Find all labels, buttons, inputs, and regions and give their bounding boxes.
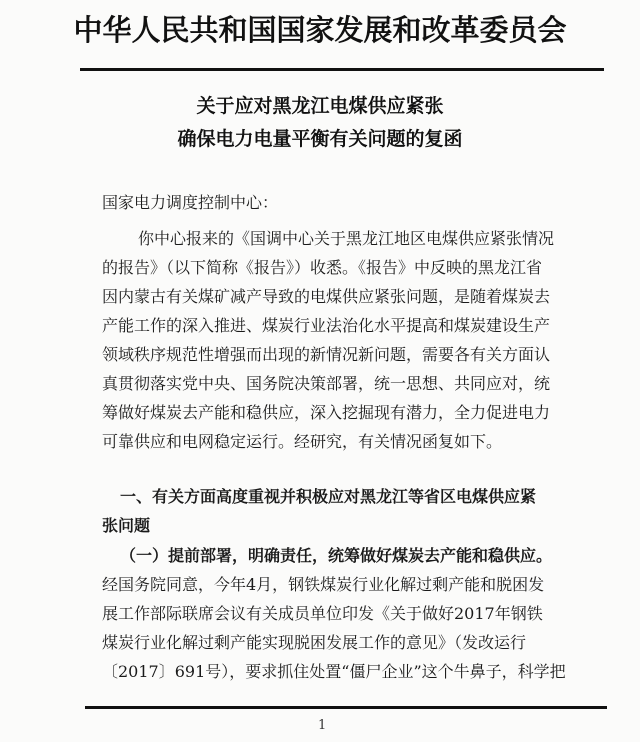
section-1-heading-line: 一、有关方面高度重视并积极应对黑龙江等省区电煤供应紧 [120, 487, 537, 506]
paragraph-1-line: 真贯彻落实党中央、国务院决策部署，统一思想、共同应对，统 [102, 374, 551, 393]
paragraph-2 [102, 541, 566, 686]
document-title-line-2: 确保电力电量平衡有关问题的复函 [177, 128, 463, 150]
page-number: 1 [318, 718, 327, 733]
section-1-heading [102, 482, 560, 540]
paragraph-1 [102, 224, 557, 456]
paragraph-1-line: 因内蒙古有关煤矿减产导致的电煤供应紧张问题，是随着煤炭去 [102, 287, 551, 306]
section-1-heading-line: 张问题 [102, 516, 151, 535]
paragraph-1-line: 产能工作的深入推进、煤炭行业法治化水平提高和煤炭建设生产 [102, 316, 551, 335]
paragraph-1-line: 筹做好煤炭去产能和稳供应，深入挖掘现有潜力，全力促进电力 [102, 403, 551, 422]
paragraph-2-lead: （一）提前部署，明确责任，统筹做好煤炭去产能和稳供应。 [120, 546, 553, 565]
paragraph-1-line: 可靠供应和电网稳定运行。经研究，有关情况函复如下。 [102, 432, 503, 451]
footer-rule [85, 706, 607, 709]
salutation: 国家电力调度控制中心： [102, 193, 279, 212]
paragraph-1-line: 领域秩序规范性增强而出现的新情况新问题，需要各有关方面认 [102, 345, 551, 364]
paragraph-1-line: 的报告》（以下简称《报告》）收悉。《报告》中反映的黑龙江省 [102, 258, 543, 277]
header-rule [80, 68, 604, 71]
paragraph-2-line: 展工作部际联席会议有关成员单位印发《关于做好2017年钢铁 [102, 604, 543, 623]
issuer-header: 中华人民共和国国家发展和改革委员会 [73, 13, 567, 47]
document-title-line-1: 关于应对黑龙江电煤供应紧张 [196, 95, 444, 117]
paragraph-2-line: 〔2017〕691号），要求抓住处置“僵尸企业”这个牛鼻子，科学把 [102, 662, 566, 681]
paragraph-1-line: 你中心报来的《国调中心关于黑龙江地区电煤供应紧张情况 [138, 229, 555, 248]
paragraph-2-line: 煤炭行业化解过剩产能实现脱困发展工作的意见》（发改运行 [102, 633, 527, 652]
paragraph-2-line: 经国务院同意，今年4月，钢铁煤炭行业化解过剩产能和脱困发 [102, 575, 545, 594]
